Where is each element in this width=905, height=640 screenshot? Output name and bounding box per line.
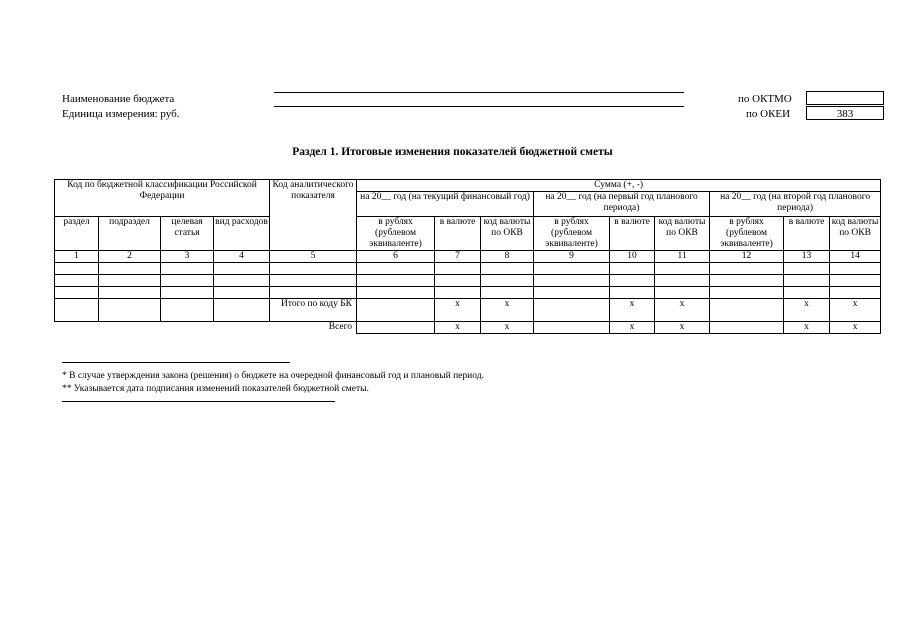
x-mark: x xyxy=(830,299,881,322)
itogo-rub-1[interactable] xyxy=(357,299,435,322)
year3-header: на 20__ год (на второй год планового периода) xyxy=(710,192,881,217)
col-number: 14 xyxy=(830,251,881,263)
col-number: 3 xyxy=(161,251,214,263)
x-mark: x xyxy=(784,299,830,322)
col-number: 13 xyxy=(784,251,830,263)
col-number: 7 xyxy=(435,251,481,263)
col-target-article: целевая статья xyxy=(161,217,214,251)
table-row[interactable] xyxy=(55,263,881,275)
budget-name-line-top xyxy=(274,92,684,93)
x-mark: x xyxy=(655,299,710,322)
itogo-rub-2[interactable] xyxy=(534,299,610,322)
total-row xyxy=(55,322,881,334)
okei-field[interactable]: 383 xyxy=(806,106,884,120)
col-number: 10 xyxy=(610,251,655,263)
x-mark: x xyxy=(610,322,655,334)
col-podrazdel: подраздел xyxy=(99,217,161,251)
col-razdel: раздел xyxy=(55,217,99,251)
year1-header: на 20__ год (на текущий финансовый год) xyxy=(357,192,534,217)
oktmo-label: по ОКТМО xyxy=(738,93,792,105)
x-mark: x xyxy=(435,322,481,334)
x-mark: x xyxy=(610,299,655,322)
x-mark: x xyxy=(481,299,534,322)
itogo-rub-3[interactable] xyxy=(710,299,784,322)
col-rub-2: в рублях (рублевом эквиваленте) xyxy=(534,217,610,251)
unit-label: Единица измерения: руб. xyxy=(62,108,180,120)
footnote-1: * В случае утверждения закона (решения) о бюджете на очередной финансовый год и плановый период. xyxy=(62,371,484,381)
col-cur-3: в валюте xyxy=(784,217,830,251)
oktmo-field[interactable] xyxy=(806,91,884,105)
table-row[interactable] xyxy=(55,287,881,299)
col-number: 2 xyxy=(99,251,161,263)
col-cur-1: в валюте xyxy=(435,217,481,251)
col-number: 12 xyxy=(710,251,784,263)
col-rub-3: в рублях (рублевом эквиваленте) xyxy=(710,217,784,251)
table-row[interactable] xyxy=(55,275,881,287)
budget-changes-table xyxy=(54,179,881,334)
itogo-row xyxy=(55,299,881,322)
footnote-bottom-line xyxy=(62,401,335,402)
section-title: Раздел 1. Итоговые изменения показателей бюджетной сметы xyxy=(292,146,613,158)
col-cur-2: в валюте xyxy=(610,217,655,251)
col-number: 8 xyxy=(481,251,534,263)
column-numbers-row xyxy=(55,251,881,263)
year2-header: на 20__ год (на первый год планового периода) xyxy=(534,192,710,217)
col-okv-1: код валюты по ОКВ xyxy=(481,217,534,251)
okei-label: по ОКЕИ xyxy=(746,108,791,120)
total-rub-1[interactable] xyxy=(357,322,435,334)
total-label: Всего xyxy=(270,322,357,334)
footnote-divider xyxy=(62,362,290,363)
col-number: 9 xyxy=(534,251,610,263)
x-mark: x xyxy=(784,322,830,334)
col-number: 11 xyxy=(655,251,710,263)
kbk-header: Код по бюджетной классификации Российской Федерации xyxy=(55,180,270,217)
x-mark: x xyxy=(655,322,710,334)
col-expense-type: вид расходов xyxy=(214,217,270,251)
col-number: 1 xyxy=(55,251,99,263)
col-number: 6 xyxy=(357,251,435,263)
total-rub-3[interactable] xyxy=(710,322,784,334)
x-mark: x xyxy=(830,322,881,334)
col-number: 5 xyxy=(270,251,357,263)
col-rub-1: в рублях (рублевом эквиваленте) xyxy=(357,217,435,251)
analytic-header: Код аналитического показателя xyxy=(270,180,357,251)
sum-header: Сумма (+, -) xyxy=(357,180,881,192)
total-rub-2[interactable] xyxy=(534,322,610,334)
x-mark: x xyxy=(435,299,481,322)
col-okv-2: код валюты по ОКВ xyxy=(655,217,710,251)
x-mark: x xyxy=(481,322,534,334)
budget-name-label: Наименование бюджета xyxy=(62,93,175,105)
col-okv-3: код валюты по ОКВ xyxy=(830,217,881,251)
budget-name-field[interactable] xyxy=(274,106,684,107)
col-number: 4 xyxy=(214,251,270,263)
footnote-2: ** Указывается дата подписания изменений показателей бюджетной сметы. xyxy=(62,384,369,394)
itogo-label: Итого по коду БК xyxy=(270,299,357,322)
